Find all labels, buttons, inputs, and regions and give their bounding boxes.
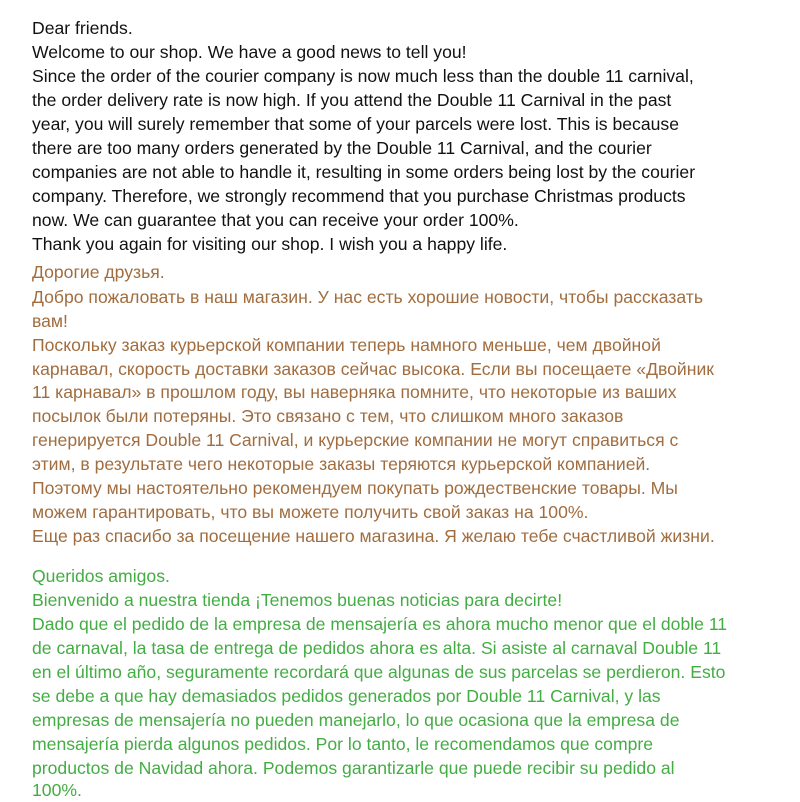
english-body-line: companies are not able to handle it, resulting in some orders being lost by the courier — [32, 162, 696, 182]
russian-greeting: Дорогие друзья. — [32, 262, 165, 282]
russian-body-line: посылок были потеряны. Это связано с тем, что слишком много заказов — [32, 406, 624, 426]
english-body-line: Since the order of the courier company is now much less than the double 11 carnival, — [32, 66, 694, 86]
russian-body-line: Поэтому мы настоятельно рекомендуем покупать рождественские товары. Мы — [32, 478, 678, 498]
english-body-line: the order delivery rate is now high. If you attend the Double 11 Carnival in the past — [32, 90, 672, 110]
english-body-line: company. Therefore, we strongly recommend that you purchase Christmas products — [32, 186, 686, 206]
russian-closing: Еще раз спасибо за посещение нашего магазина. Я желаю тебе счастливой жизни. — [32, 526, 715, 546]
russian-welcome-cont: вам! — [32, 311, 68, 331]
spanish-body-line: empresas de mensajería no pueden manejarlo, lo que ocasiona que la empresa de — [32, 710, 680, 730]
english-body-line: there are too many orders generated by the Double 11 Carnival, and the courier — [32, 138, 652, 158]
english-closing: Thank you again for visiting our shop. I wish you a happy life. — [32, 234, 508, 254]
spanish-body-line: productos de Navidad ahora. Podemos garantizarle que puede recibir su pedido al — [32, 758, 675, 778]
spanish-body-line: de carnaval, la tasa de entrega de pedidos ahora es alta. Si asiste al carnaval Double 11 — [32, 638, 722, 658]
english-body-line: year, you will surely remember that some of your parcels were lost. This is because — [32, 114, 679, 134]
english-body-line: now. We can guarantee that you can receive your order 100%. — [32, 210, 519, 230]
english-greeting: Dear friends. — [32, 18, 133, 38]
russian-body-line: карнавал, скорость доставки заказов сейчас высока. Если вы посещаете «Двойник — [32, 359, 714, 379]
spanish-greeting: Queridos amigos. — [32, 566, 170, 586]
spanish-body-line: se debe a que hay demasiados pedidos generados por Double 11 Carnival, y las — [32, 686, 661, 706]
spanish-welcome: Bienvenido a nuestra tienda ¡Tenemos buenas noticias para decirte! — [32, 590, 563, 610]
russian-body-line: 11 карнавал» в прошлом году, вы наверняка помните, что некоторые из ваших — [32, 382, 677, 402]
spanish-body-line: 100%. — [32, 780, 82, 800]
russian-welcome: Добро пожаловать в наш магазин. У нас есть хорошие новости, чтобы рассказать — [32, 287, 703, 307]
russian-body-line: этим, в результате чего некоторые заказы теряются курьерской компанией. — [32, 454, 651, 474]
english-welcome: Welcome to our shop. We have a good news to tell you! — [32, 42, 467, 62]
spanish-body-line: en el último año, seguramente recordará que algunas de sus parcelas se perdieron. Esto — [32, 662, 726, 682]
russian-body-line: Поскольку заказ курьерской компании теперь намного меньше, чем двойной — [32, 335, 661, 355]
russian-body-line: генерируется Double 11 Carnival, и курьерские компании не могут справиться с — [32, 430, 679, 450]
spanish-body-line: mensajería pierda algunos pedidos. Por lo tanto, le recomendamos que compre — [32, 734, 654, 754]
russian-body-line: можем гарантировать, что вы можете получить свой заказ на 100%. — [32, 502, 589, 522]
spanish-body-line: Dado que el pedido de la empresa de mensajería es ahora mucho menor que el doble 11 — [32, 614, 728, 634]
